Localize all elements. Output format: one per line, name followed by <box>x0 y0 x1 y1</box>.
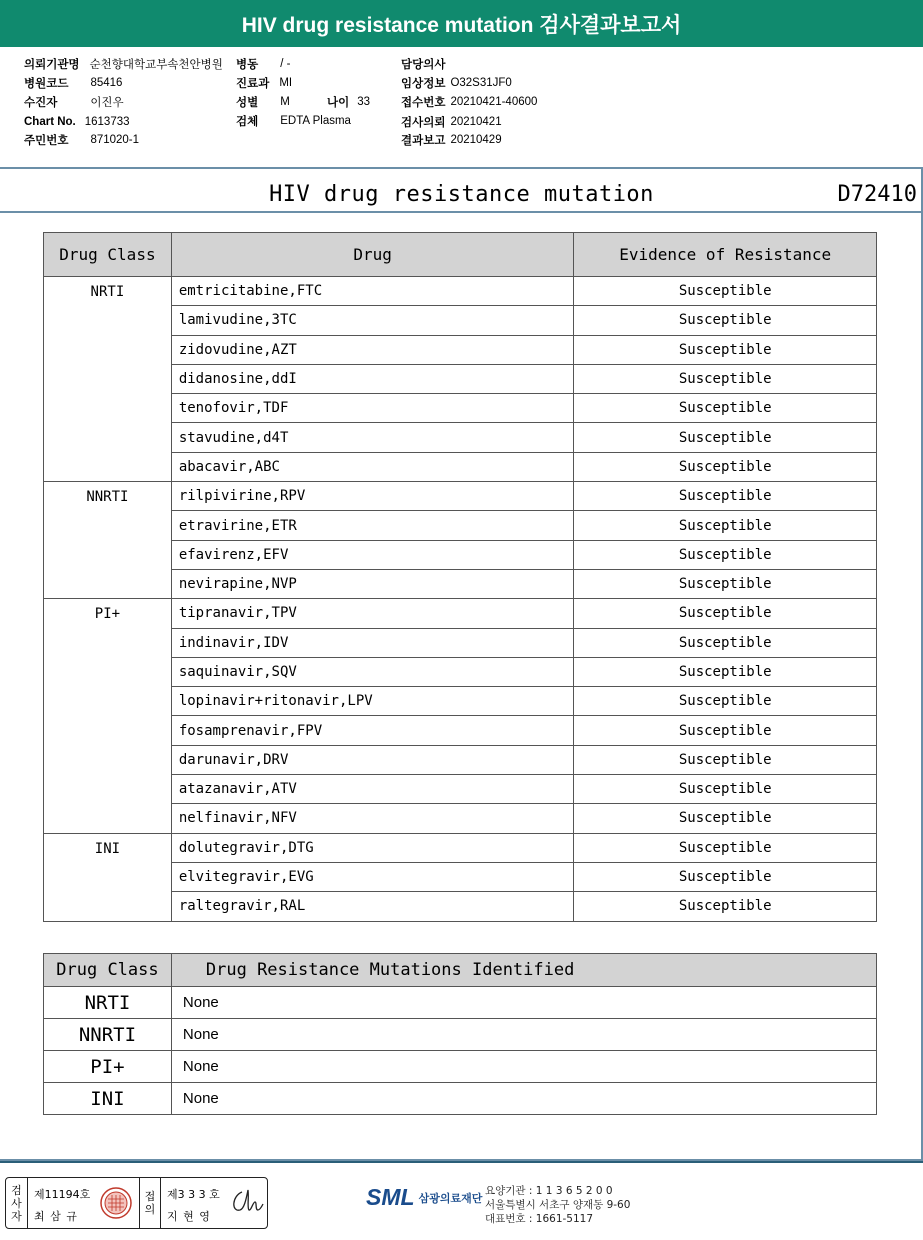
drug-class-cell: NRTI <box>44 277 172 482</box>
inspector-name: 최 삼 규 <box>34 1210 78 1223</box>
label-char: 의 <box>144 1203 156 1216</box>
drug-cell: nelfinavir,NFV <box>171 804 574 833</box>
drug-cell: zidovudine,AZT <box>171 335 574 364</box>
drug-cell: lamivudine,3TC <box>171 306 574 335</box>
inspector-license: 제11194호 <box>34 1188 91 1201</box>
info-department <box>236 74 292 92</box>
table-row <box>44 599 877 628</box>
info-doctor <box>401 55 455 73</box>
label-char: 자 <box>11 1209 22 1223</box>
info-label: 담당의사 <box>401 59 446 71</box>
resistance-table-body <box>44 277 877 922</box>
info-age <box>327 93 370 111</box>
report-title-row <box>0 178 923 212</box>
info-label: 진료과 <box>236 78 270 90</box>
drug-class-cell: NRTI <box>44 987 172 1019</box>
resistance-result-cell: Susceptible <box>574 775 877 804</box>
resistance-result-cell: Susceptible <box>574 364 877 393</box>
resistance-result-cell: Susceptible <box>574 335 877 364</box>
report-header-bar <box>0 0 923 47</box>
drug-cell: raltegravir,RAL <box>171 892 574 921</box>
reviewer-license: 제3 3 3 호 <box>167 1188 220 1201</box>
info-institution <box>24 55 223 73</box>
mutation-table <box>43 953 877 1115</box>
resistance-result-cell: Susceptible <box>574 306 877 335</box>
drug-cell: abacavir,ABC <box>171 452 574 481</box>
drug-class-cell: PI+ <box>44 599 172 833</box>
table-row <box>44 833 877 862</box>
info-label: Chart No. <box>24 116 76 128</box>
drug-cell: indinavir,IDV <box>171 628 574 657</box>
resistance-result-cell: Susceptible <box>574 687 877 716</box>
drug-cell: rilpivirine,RPV <box>171 482 574 511</box>
table-row <box>44 482 877 511</box>
resistance-result-cell: Susceptible <box>574 540 877 569</box>
info-resident-no <box>24 131 139 149</box>
resistance-result-cell: Susceptible <box>574 277 877 306</box>
resistance-table <box>43 232 877 922</box>
mutation-cell: None <box>171 1051 876 1083</box>
info-value: 33 <box>357 96 371 108</box>
resistance-result-cell: Susceptible <box>574 511 877 540</box>
info-sex <box>236 93 290 111</box>
report-header-title: HIV drug resistance mutation 검사결과보고서 <box>241 13 682 37</box>
drug-class-cell: INI <box>44 1083 172 1115</box>
info-value: / - <box>280 58 291 70</box>
resistance-result-cell: Susceptible <box>574 569 877 598</box>
column-header: Drug Class <box>44 233 172 277</box>
logo-name: 삼광의료재단 <box>418 1191 483 1205</box>
report-code: D72410 <box>837 182 917 207</box>
label-char: 접 <box>144 1190 156 1203</box>
info-report-date <box>401 131 502 149</box>
resistance-result-cell: Susceptible <box>574 862 877 891</box>
info-clinical <box>401 74 512 92</box>
info-value: 이진우 <box>90 97 124 109</box>
drug-cell: stavudine,d4T <box>171 423 574 452</box>
info-label: 병동 <box>236 59 259 71</box>
resistance-result-cell: Susceptible <box>574 628 877 657</box>
drug-cell: emtricitabine,FTC <box>171 277 574 306</box>
info-label: 병원코드 <box>24 78 69 90</box>
column-header: Drug <box>171 233 574 277</box>
resistance-result-cell: Susceptible <box>574 804 877 833</box>
resistance-result-cell: Susceptible <box>574 892 877 921</box>
table-row <box>44 987 877 1019</box>
info-ward <box>236 55 290 73</box>
address-line: 서울특별시 서초구 양재동 9-60 <box>485 1199 631 1211</box>
resistance-result-cell: Susceptible <box>574 716 877 745</box>
drug-class-cell: NNRTI <box>44 1019 172 1051</box>
table-row <box>44 1051 877 1083</box>
info-value: 85416 <box>90 77 123 89</box>
drug-cell: nevirapine,NVP <box>171 569 574 598</box>
signature-box <box>5 1177 268 1229</box>
table-row <box>44 277 877 306</box>
drug-cell: efavirenz,EFV <box>171 540 574 569</box>
drug-cell: didanosine,ddI <box>171 364 574 393</box>
info-label: 검체 <box>236 116 259 128</box>
reviewer-label <box>139 1178 161 1228</box>
info-value: MI <box>279 77 293 89</box>
address-line: 요양기관 : 1 1 3 6 5 2 0 0 <box>485 1185 613 1197</box>
info-value: O32S31JF0 <box>450 77 512 89</box>
drug-cell: tipranavir,TPV <box>171 599 574 628</box>
info-receipt-no <box>401 93 537 111</box>
table-row <box>44 1083 877 1115</box>
logo-mark: SML <box>366 1184 415 1210</box>
info-label: 임상정보 <box>401 78 446 90</box>
sml-logo <box>366 1184 482 1211</box>
info-value: EDTA Plasma <box>280 115 351 127</box>
reviewer-name: 지 현 영 <box>167 1210 211 1223</box>
resistance-table-header <box>44 233 877 277</box>
info-value: 20210421 <box>450 116 502 128</box>
resistance-result-cell: Susceptible <box>574 657 877 686</box>
info-request-date <box>401 113 502 131</box>
drug-cell: darunavir,DRV <box>171 745 574 774</box>
title-divider <box>0 211 921 213</box>
info-patient <box>24 93 124 111</box>
resistance-result-cell: Susceptible <box>574 452 877 481</box>
info-label: 결과보고 <box>401 135 446 147</box>
info-value: 20210421-40600 <box>450 96 538 108</box>
drug-cell: fosamprenavir,FPV <box>171 716 574 745</box>
drug-class-cell: PI+ <box>44 1051 172 1083</box>
resistance-result-cell: Susceptible <box>574 394 877 423</box>
drug-cell: dolutegravir,DTG <box>171 833 574 862</box>
mutation-table-header <box>44 954 877 987</box>
drug-cell: etravirine,ETR <box>171 511 574 540</box>
info-value: M <box>280 96 290 108</box>
info-value: 20210429 <box>450 134 502 146</box>
drug-cell: atazanavir,ATV <box>171 775 574 804</box>
report-title: HIV drug resistance mutation <box>269 182 654 207</box>
footer-divider <box>0 1161 923 1163</box>
info-label: 성별 <box>236 97 259 109</box>
info-label: 검사의뢰 <box>401 117 446 129</box>
mutation-cell: None <box>171 1083 876 1115</box>
mutation-cell: None <box>171 987 876 1019</box>
column-header: Evidence of Resistance <box>574 233 877 277</box>
drug-cell: elvitegravir,EVG <box>171 862 574 891</box>
drug-cell: lopinavir+ritonavir,LPV <box>171 687 574 716</box>
column-header: Drug Resistance Mutations Identified <box>171 954 876 987</box>
column-header: Drug Class <box>44 954 172 987</box>
info-chart-no <box>24 113 130 131</box>
resistance-result-cell: Susceptible <box>574 833 877 862</box>
drug-cell: tenofovir,TDF <box>171 394 574 423</box>
info-label: 수진자 <box>24 97 58 109</box>
info-value: 871020-1 <box>90 134 140 146</box>
info-label: 나이 <box>327 97 350 109</box>
address-line: 대표번호 : 1661-5117 <box>485 1213 594 1225</box>
resistance-result-cell: Susceptible <box>574 599 877 628</box>
seal-stamp-icon <box>99 1186 133 1220</box>
drug-class-cell: INI <box>44 833 172 921</box>
info-hospital-code <box>24 74 122 92</box>
resistance-result-cell: Susceptible <box>574 745 877 774</box>
inspector-label <box>6 1178 28 1228</box>
drug-class-cell: NNRTI <box>44 482 172 599</box>
resistance-result-cell: Susceptible <box>574 423 877 452</box>
drug-cell: saquinavir,SQV <box>171 657 574 686</box>
info-value: 순천향대학교부속천안병원 <box>89 59 223 71</box>
resistance-result-cell: Susceptible <box>574 482 877 511</box>
patient-info-block <box>0 55 923 155</box>
label-char: 검 <box>11 1183 22 1197</box>
mutation-cell: None <box>171 1019 876 1051</box>
label-char: 사 <box>11 1196 22 1210</box>
info-label: 의뢰기관명 <box>24 59 80 71</box>
info-label: 접수번호 <box>401 97 446 109</box>
table-row <box>44 1019 877 1051</box>
info-label: 주민번호 <box>24 135 69 147</box>
handwritten-signature-icon <box>228 1186 264 1218</box>
institution-address <box>485 1184 630 1226</box>
info-specimen <box>236 112 351 130</box>
info-value: 1613733 <box>84 116 130 128</box>
